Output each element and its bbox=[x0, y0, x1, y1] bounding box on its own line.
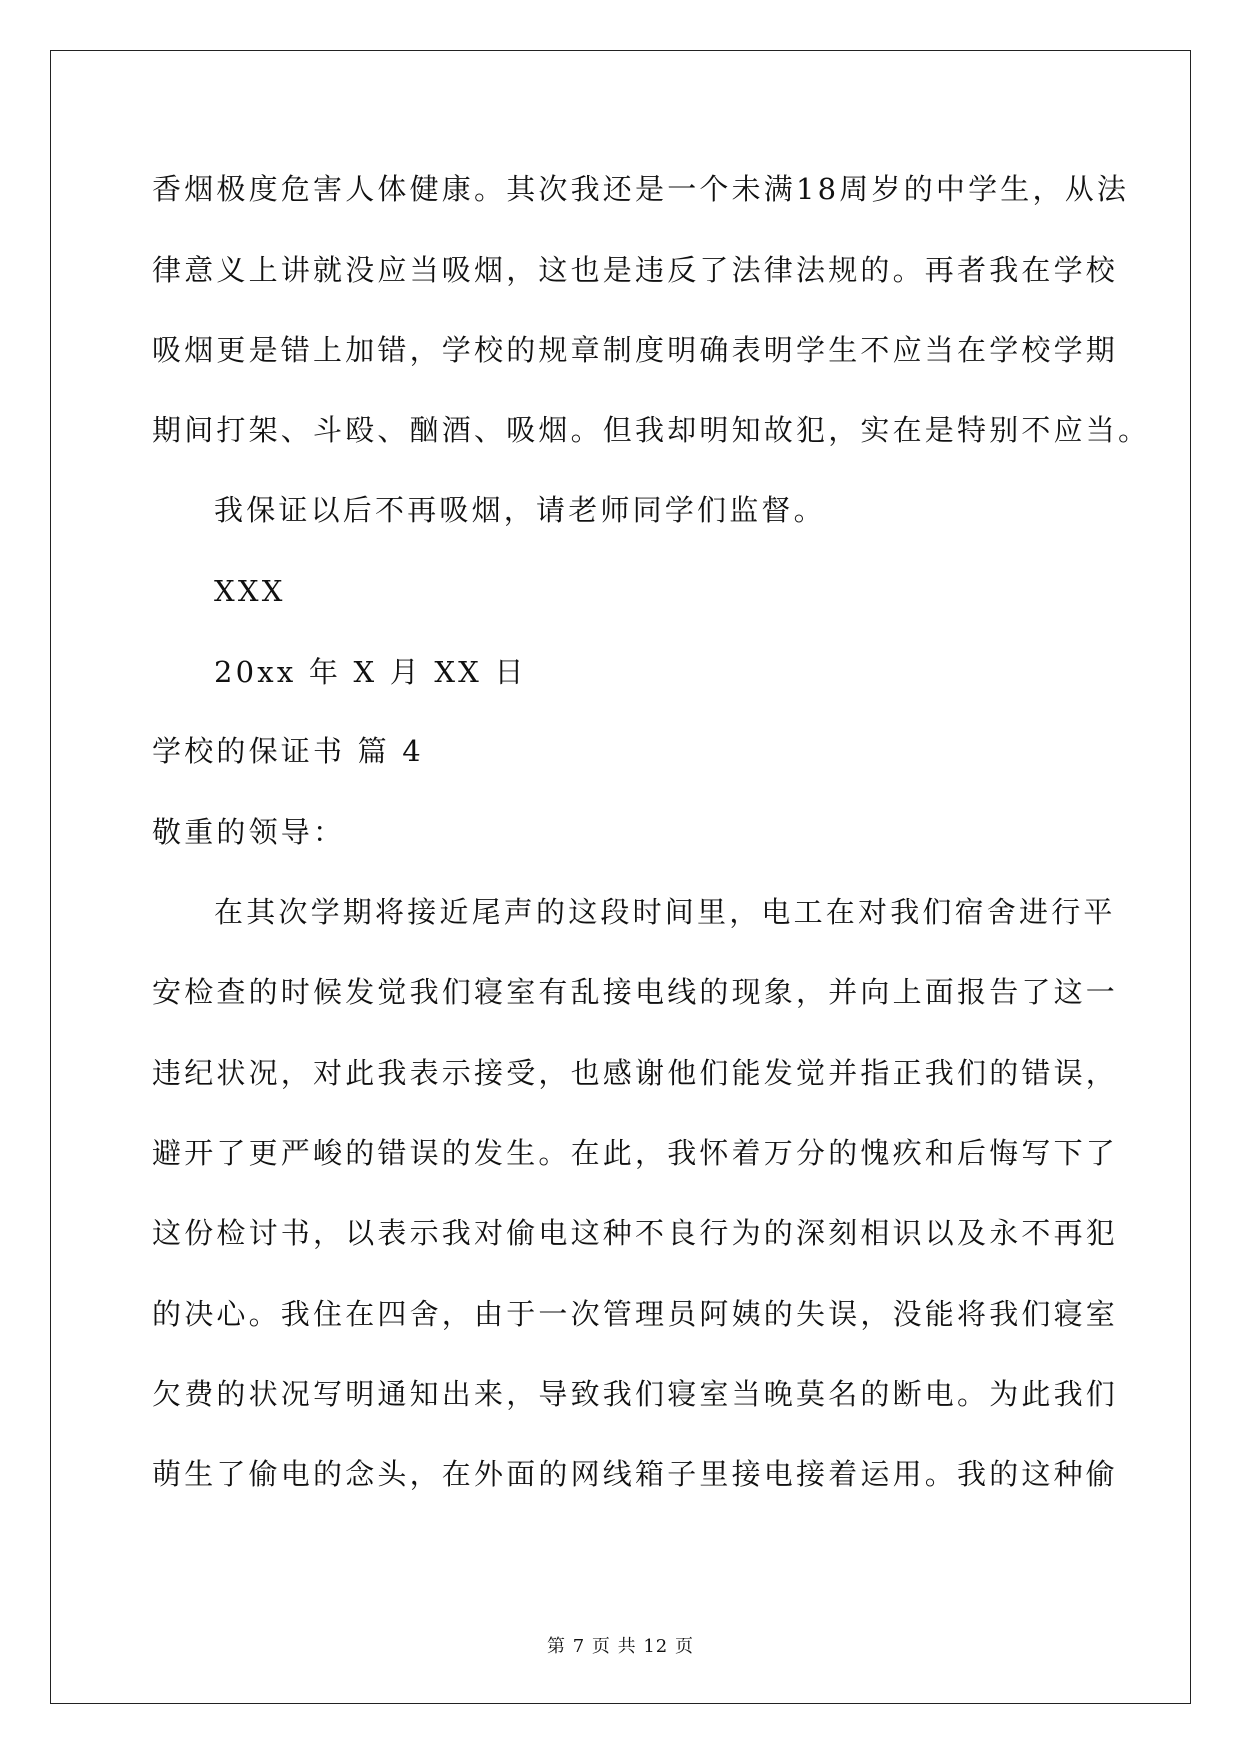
salutation: 敬重的领导： bbox=[152, 815, 346, 849]
paragraph-line: 期间打架、斗殴、酗酒、吸烟。但我却明知故犯，实在是特别不应当。 bbox=[152, 413, 1151, 447]
page-number-footer: 第 7 页 共 12 页 bbox=[547, 1636, 694, 1657]
date-line: 20xx 年 X 月 XX 日 bbox=[214, 655, 527, 689]
paragraph-line: 吸烟更是错上加错，学校的规章制度明确表明学生不应当在学校学期 bbox=[152, 333, 1119, 367]
paragraph-line: 违纪状况，对此我表示接受，也感谢他们能发觉并指正我们的错误， bbox=[152, 1056, 1119, 1090]
page-border bbox=[50, 50, 1191, 1704]
paragraph-line: 这份检讨书，以表示我对偷电这种不良行为的深刻相识以及永不再犯 bbox=[152, 1216, 1119, 1250]
section-heading: 学校的保证书 篇 4 bbox=[152, 734, 424, 768]
paragraph-line: 在其次学期将接近尾声的这段时间里，电工在对我们宿舍进行平 bbox=[214, 895, 1116, 929]
paragraph-line: 香烟极度危害人体健康。其次我还是一个未满18周岁的中学生，从法 bbox=[152, 172, 1130, 206]
signature: XXX bbox=[214, 574, 286, 608]
paragraph-line: 欠费的状况写明通知出来，导致我们寝室当晚莫名的断电。为此我们 bbox=[152, 1377, 1119, 1411]
paragraph-line: 的决心。我住在四舍，由于一次管理员阿姨的失误，没能将我们寝室 bbox=[152, 1297, 1119, 1331]
paragraph-line: 避开了更严峻的错误的发生。在此，我怀着万分的愧疚和后悔写下了 bbox=[152, 1136, 1119, 1170]
paragraph-line: 我保证以后不再吸烟，请老师同学们监督。 bbox=[214, 493, 826, 527]
paragraph-line: 萌生了偷电的念头，在外面的网线箱子里接电接着运用。我的这种偷 bbox=[152, 1457, 1119, 1491]
paragraph-line: 律意义上讲就没应当吸烟，这也是违反了法律法规的。再者我在学校 bbox=[152, 253, 1119, 287]
paragraph-line: 安检查的时候发觉我们寝室有乱接电线的现象，并向上面报告了这一 bbox=[152, 975, 1119, 1009]
